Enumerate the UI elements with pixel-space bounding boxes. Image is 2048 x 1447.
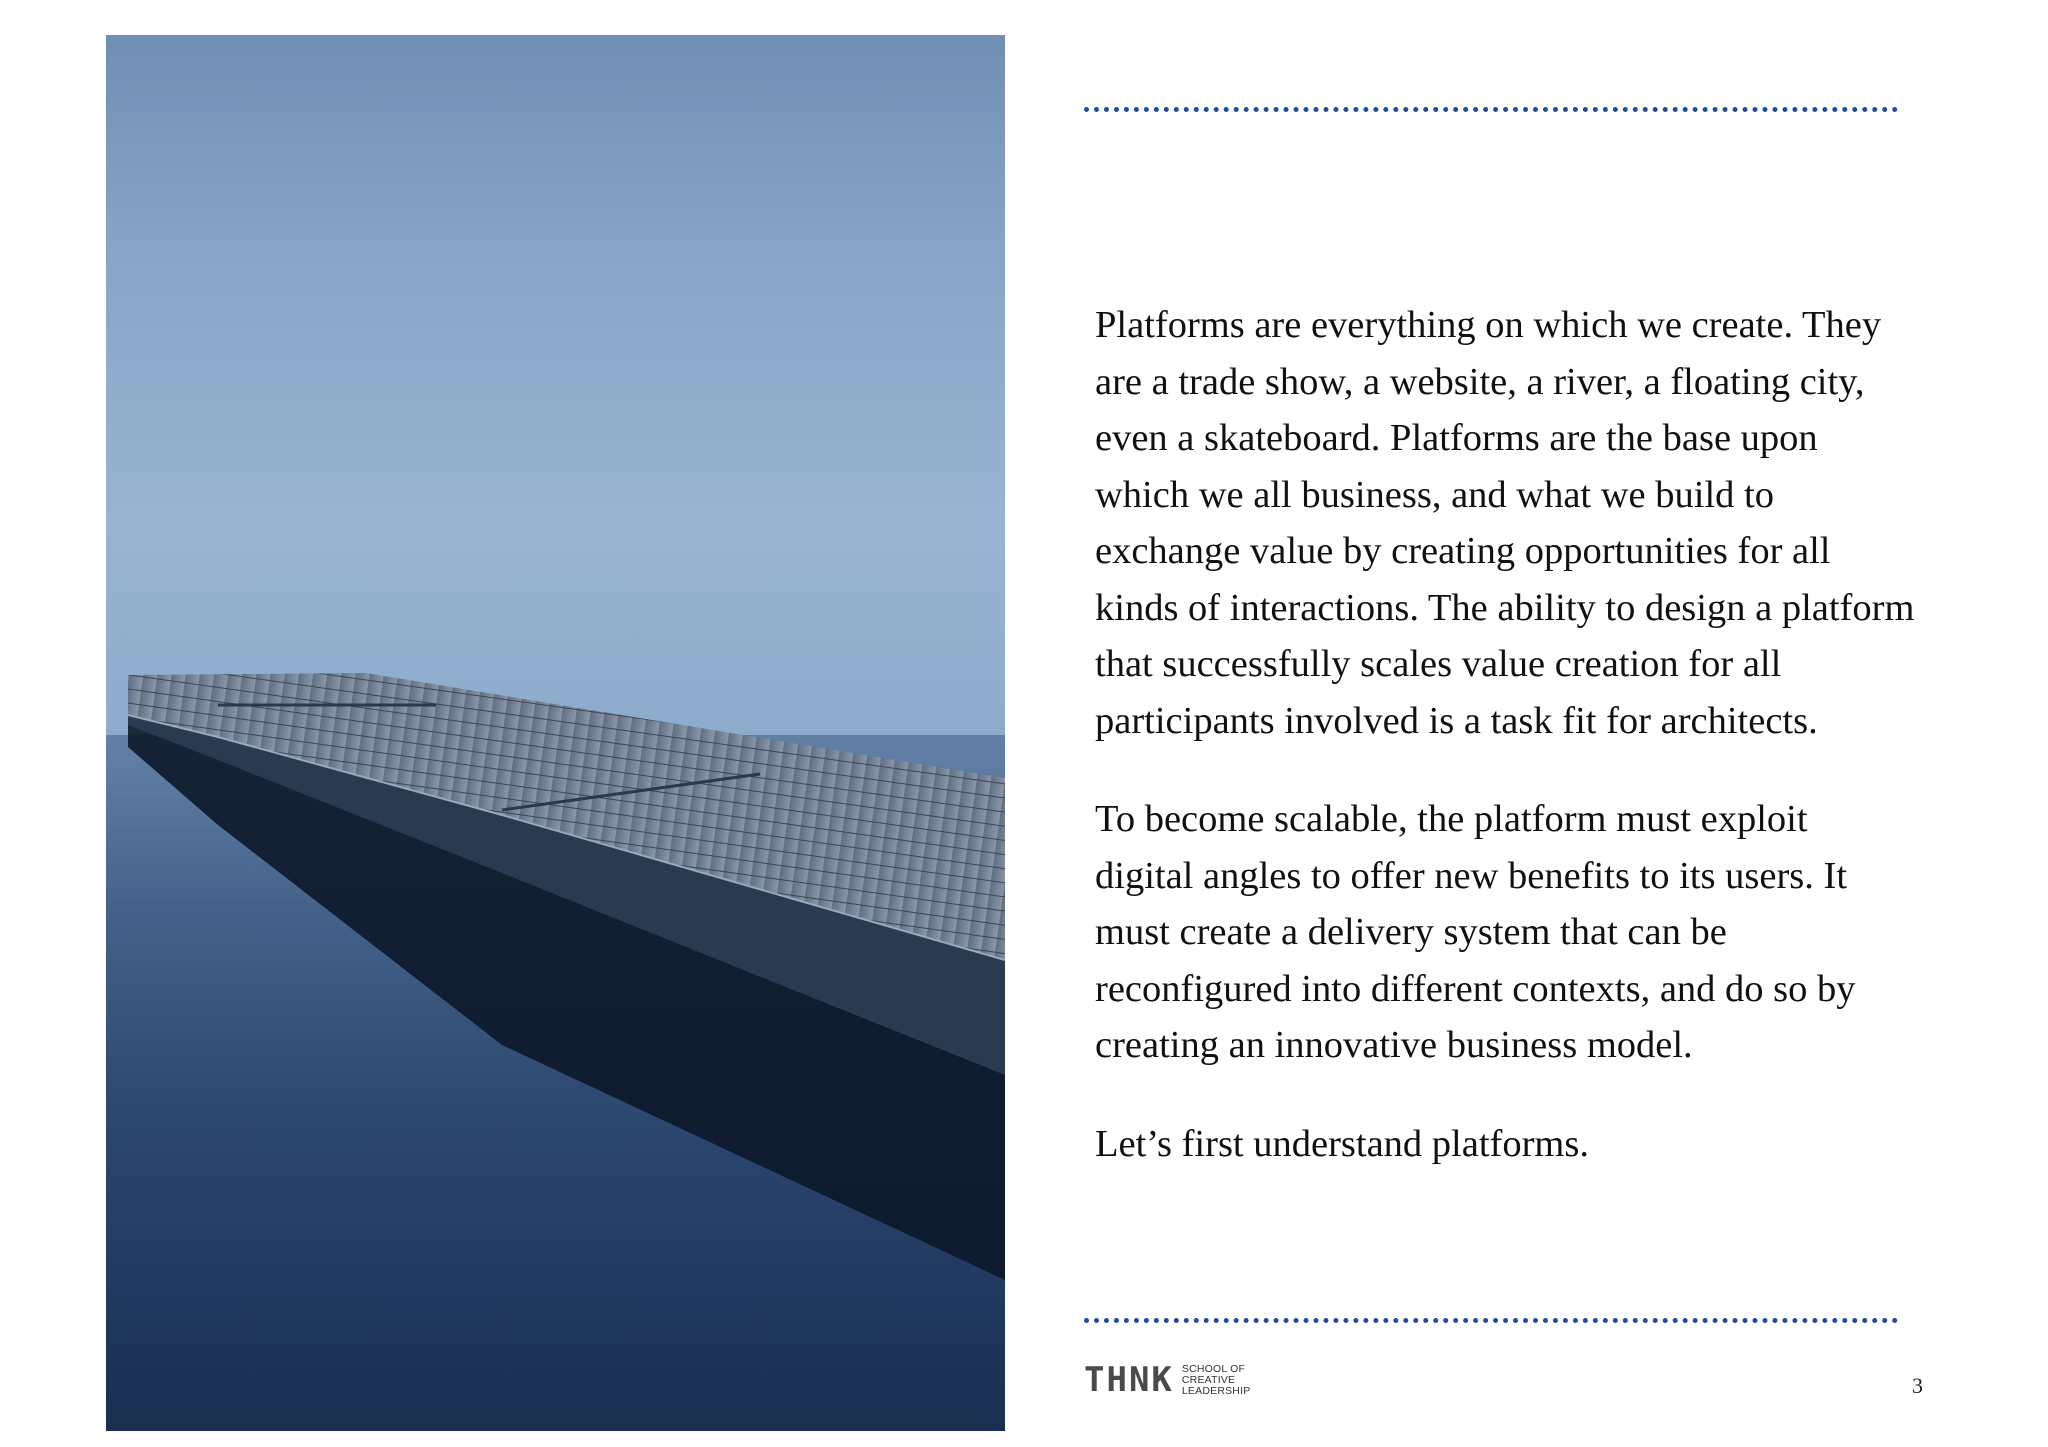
dock-illustration: [106, 35, 1005, 1431]
logo-mark: THNK: [1084, 1360, 1174, 1400]
paragraph-1: Platforms are everything on which we create. They are a trade show, a website, a river, a floating city, even a skateboard. Platforms are the base upon which we all business, and what we build to exchange value by creating opportunities for all kinds of interactions. The ability to design a platform that successfully scales value creation for all participants involved is a task fit for architects.: [1095, 304, 1915, 742]
bottom-dotted-divider: [1084, 1318, 1898, 1323]
page-number: 3: [1912, 1373, 1923, 1398]
thnk-logo: [1084, 1362, 1250, 1398]
body-text: [1095, 297, 1915, 1214]
logo-line-1: SCHOOL OF: [1181, 1362, 1246, 1375]
logo-line-3: LEADERSHIP: [1181, 1384, 1251, 1397]
logo-line-2: CREATIVE: [1181, 1373, 1236, 1386]
top-dotted-divider: [1084, 107, 1898, 112]
paragraph-3: Let’s first understand platforms.: [1095, 1122, 1589, 1165]
dock-photo: [106, 35, 1005, 1431]
logo-tagline: [1182, 1364, 1251, 1397]
paragraph-2: To become scalable, the platform must exploit digital angles to offer new benefits to its users. It must create a delivery system that can be reconfigured into different contexts, and do so by creating an innovative business model.: [1095, 798, 1856, 1066]
